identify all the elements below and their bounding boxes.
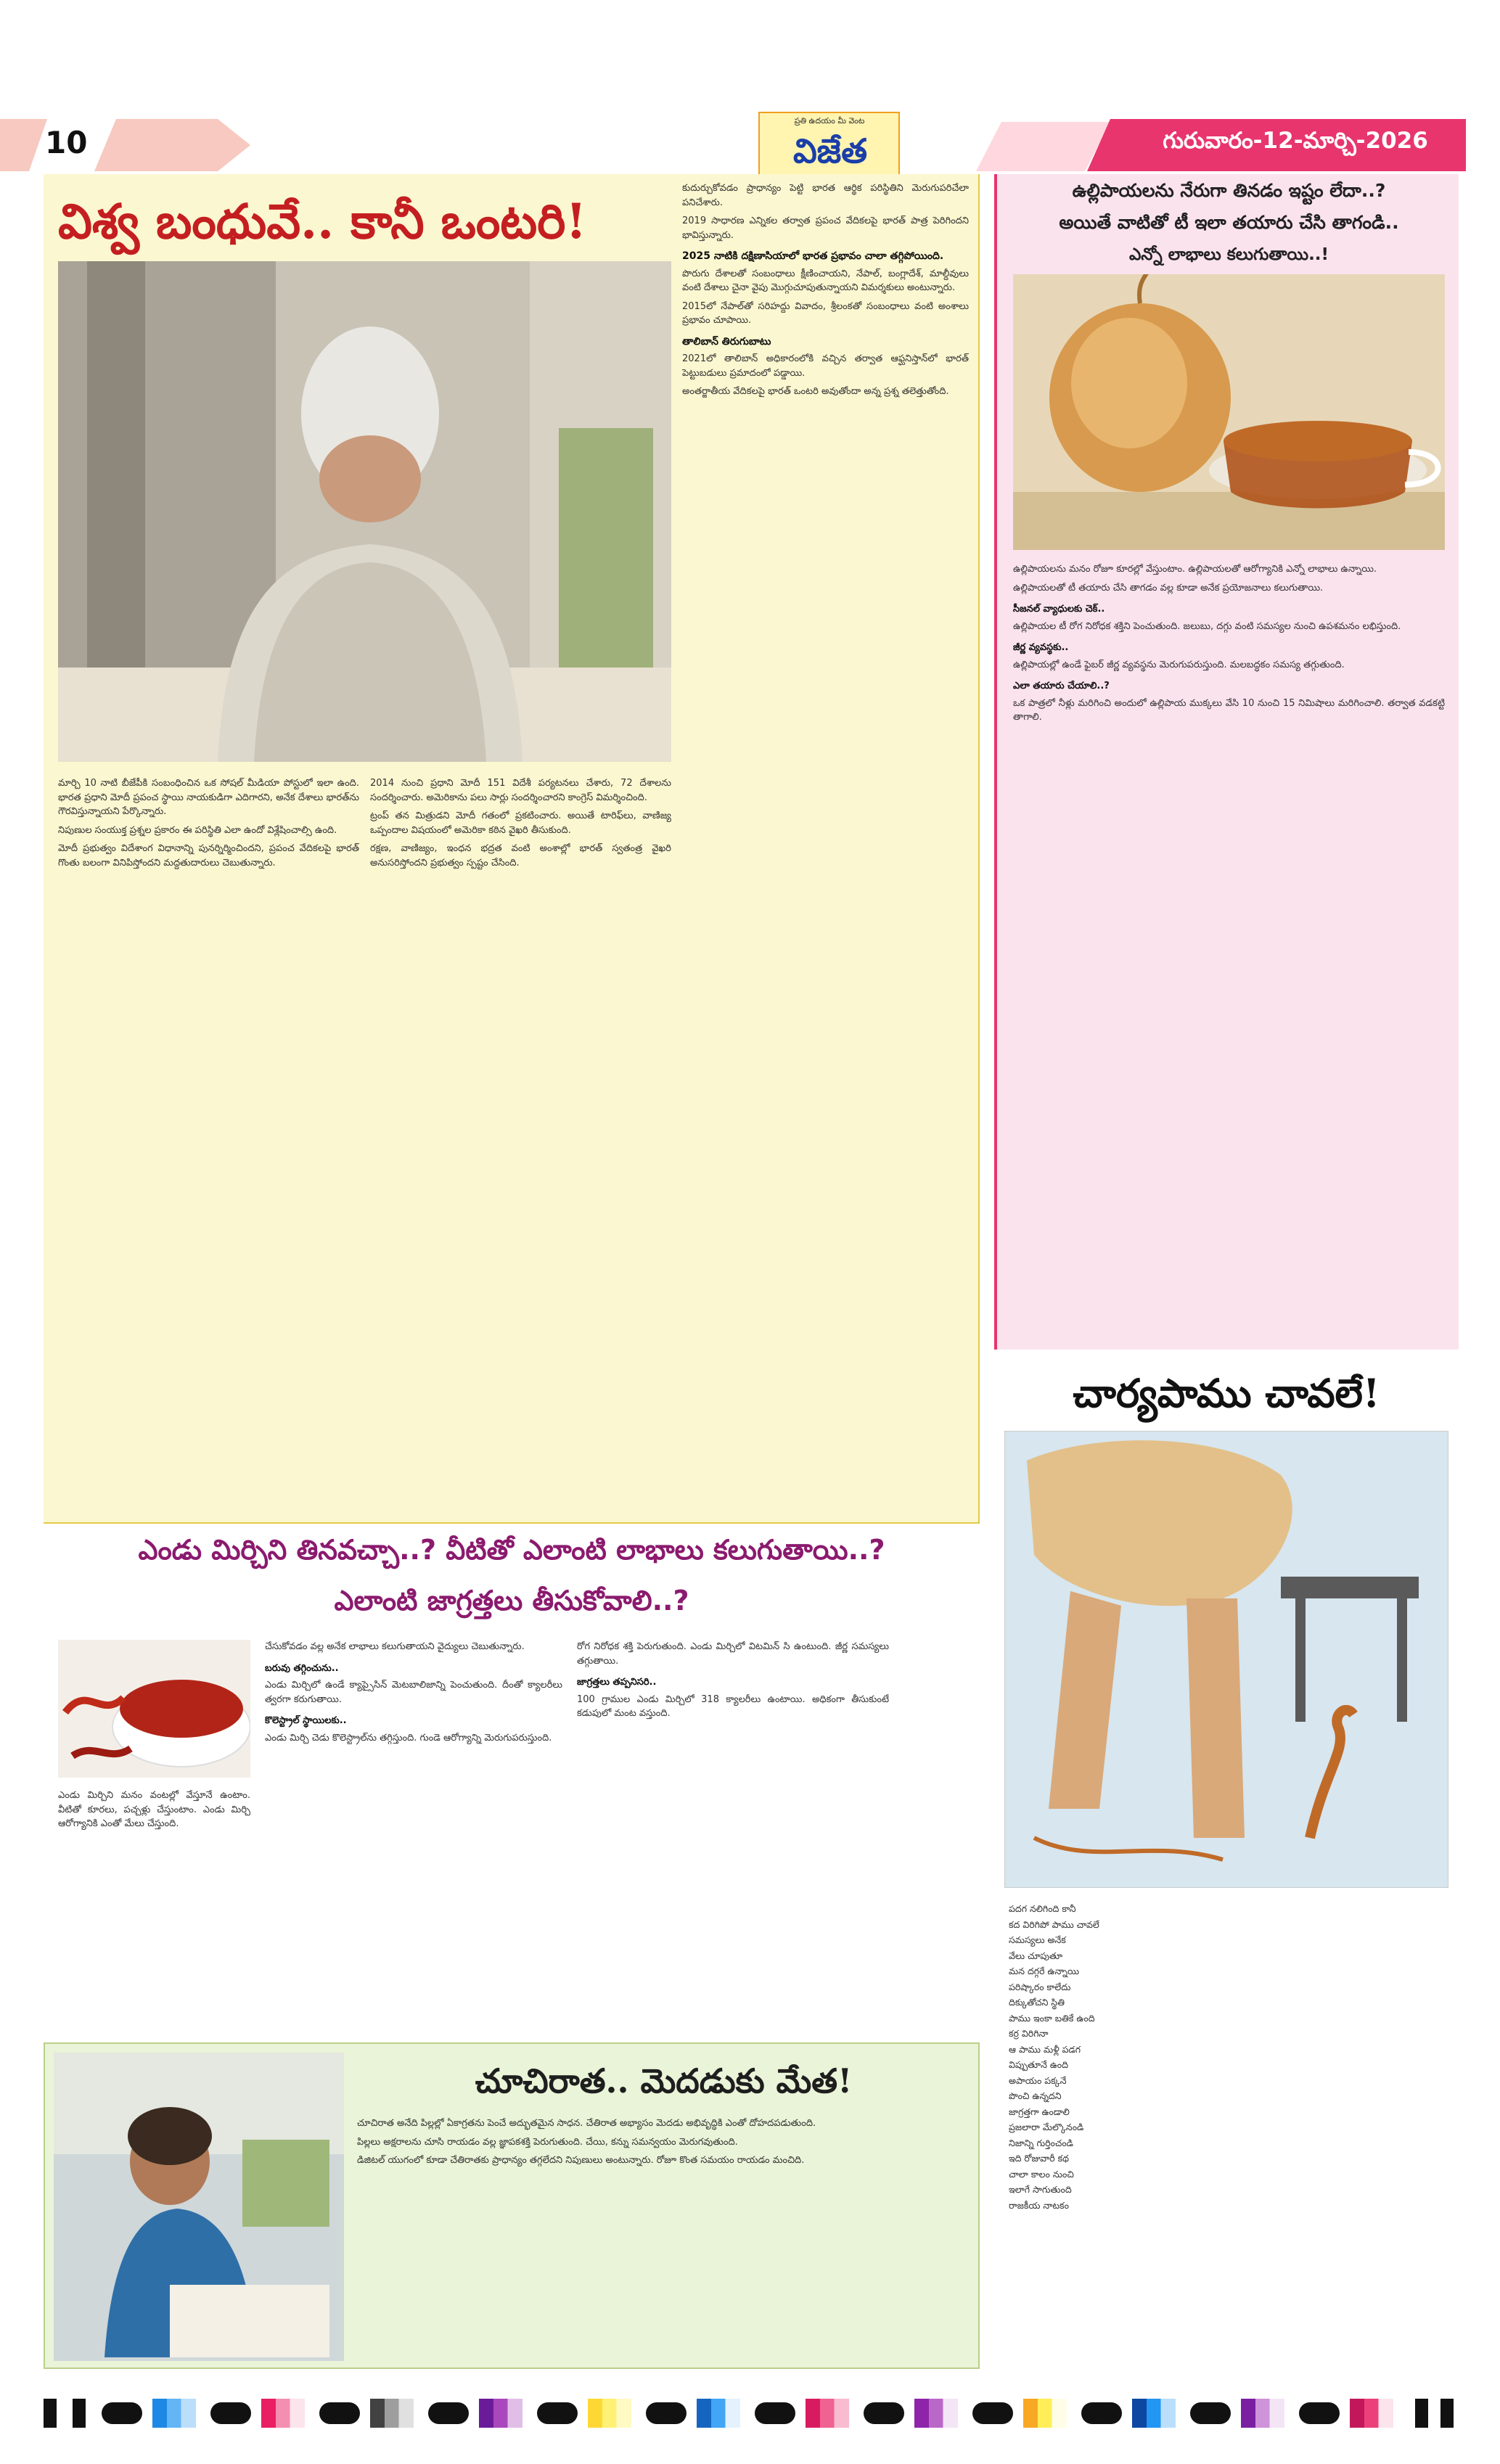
reading-para: చూచిరాత అనేది పిల్లల్లో ఏకాగ్రతను పెంచే అద్భుతమైన సాధన. చేతిరాత అభ్యాసం మెదడు అభివృద్ధికి ఎంతో దోహదపడుతుంది. <box>357 2118 816 2129</box>
lead-col3-subhead-2: తాలిబాన్ తిరుగుబాటు <box>682 335 771 348</box>
poem-line: పదగ నలిగింది కానీ <box>1009 1903 1076 1914</box>
poem-line: ఇది రోజువారీ కథ <box>1009 2153 1069 2164</box>
poem-line: పాము ఇంకా బతికే ఉంది <box>1009 2012 1095 2024</box>
lead-col3-para: కుదుర్చుకోవడం ప్రాధాన్యం పెట్టి భారత ఆర్థిక పరిస్థితిని మెరుగుపరిచేలా పనిచేశారు. <box>682 183 969 208</box>
poem-line: ప్రజలారా మేల్కొనండి <box>1009 2122 1084 2132</box>
reg-oval <box>210 2402 251 2424</box>
chilli-column-3 <box>577 1640 889 2028</box>
reg-strip <box>697 2399 740 2428</box>
leader-photo <box>58 261 671 762</box>
color-registration-bar <box>44 2399 1459 2428</box>
reg-strip <box>152 2399 196 2428</box>
onion-body <box>1013 562 1445 1339</box>
reg-oval <box>972 2402 1013 2424</box>
lead-col1-para: నిపుణుల సంయుక్త ప్రశ్నల ప్రకారం ఈ పరిస్థితి ఎలా ఉందో విశ్లేషించాల్సి ఉంది. <box>58 824 337 836</box>
reg-strip <box>914 2399 958 2428</box>
chilli-photo <box>58 1640 250 1778</box>
reg-strip <box>806 2399 849 2428</box>
poem-line: అపాయం పక్కనే <box>1009 2074 1067 2086</box>
reg-strip <box>479 2399 522 2428</box>
page-number: 10 <box>45 125 88 160</box>
leader-back-illustration <box>58 261 671 762</box>
cartoon-poem <box>1009 1901 1284 2365</box>
chilli-story <box>44 1531 980 2032</box>
onion-subhead-1: సీజనల్ వ్యాధులకు చెక్.. <box>1013 604 1105 615</box>
onion-tea-illustration <box>1013 274 1445 550</box>
chilli-para: ఎండు మిర్చిలో ఉండే క్యాప్సైసిన్ మెటబాలిజాన్ని పెంచుతుంది. దీంతో క్యాలరీలు త్వరగా కరుగుతాయి. <box>265 1680 562 1705</box>
reading-para: పిల్లలు అక్షరాలను చూసి రాయడం వల్ల జ్ఞాపకశక్తి పెరుగుతుంది. చేయి, కన్ను సమన్వయం మెరుగవుతుంది. <box>357 2136 738 2148</box>
poem-line: పరిష్కారం కాలేదు <box>1009 1981 1071 1992</box>
chilli-headline-1: ఎండు మిర్చిని తినవచ్చా..? వీటితో ఎలాంటి లాభాలు కలుగుతాయి..? <box>138 1534 885 1566</box>
reading-headline: చూచిరాత.. మెదడుకు మేత! <box>475 2061 853 2100</box>
reading-body <box>357 2116 970 2360</box>
onion-tea-story <box>994 174 1459 1350</box>
poem-line: మన దగ్గరే ఉన్నాయి <box>1009 1966 1080 1976</box>
lead-col3-subhead: 2025 నాటికి దక్షిణాసియాలో భారత ప్రభావం చాలా తగ్గిపోయింది. <box>682 250 944 262</box>
reg-oval <box>1081 2402 1122 2424</box>
poem-line: ఆ పాము మళ్లీ పడగ <box>1009 2043 1081 2055</box>
logo-text: విజేత <box>792 131 868 171</box>
reg-strip <box>1023 2399 1067 2428</box>
onion-headline-1: ఉల్లిపాయలను నేరుగా తినడం ఇష్టం లేదా..? <box>1072 180 1386 201</box>
onion-headline-3: ఎన్నో లాభాలు కలుగుతాయి..! <box>1128 245 1329 264</box>
reg-strip <box>261 2399 305 2428</box>
lead-col3-para: అంతర్జాతీయ వేదికలపై భారత్ ఒంటరి అవుతోందా అన్న ప్రశ్న తలెత్తుతోంది. <box>682 386 949 397</box>
onion-para: ఉల్లిపాయలను మనం రోజూ కూరల్లో వేస్తుంటాం. ఉల్లిపాయలతో ఆరోగ్యానికి ఎన్నో లాభాలు ఉన్నాయి. <box>1013 564 1377 575</box>
onion-para: ఉల్లిపాయలతో టీ తయారు చేసి తాగడం వల్ల కూడా అనేక ప్రయోజనాలు కలుగుతాయి. <box>1013 582 1324 594</box>
reg-block <box>44 2399 57 2428</box>
reg-strip <box>588 2399 631 2428</box>
lead-story <box>44 174 980 1524</box>
logo <box>758 112 900 181</box>
reading-photo <box>54 2053 344 2361</box>
poem-line: సమస్యలు అనేక <box>1009 1934 1066 1945</box>
chilli-column-1 <box>58 1789 250 2028</box>
reading-child-illustration <box>54 2053 344 2361</box>
chilli-para: ఎండు మిర్చిని మనం వంటల్లో వేస్తూనే ఉంటాం. వీటితో కూరలు, పచ్చళ్లు చేస్తుంటాం. ఎండు మిర్చి ఆరోగ్యానికి ఎంతో మేలు చేస్తుంది. <box>58 1790 250 1829</box>
reg-oval <box>102 2402 142 2424</box>
chilli-para: చేసుకోవడం వల్ల అనేక లాభాలు కలుగుతాయని వైద్యులు చెబుతున్నారు. <box>265 1641 525 1652</box>
chilli-para: 100 గ్రాముల ఎండు మిర్చిలో 318 క్యాలరీలు ఉంటాయి. అధికంగా తీసుకుంటే కడుపులో మంట వస్తుంది. <box>577 1693 889 1719</box>
chilli-column-2 <box>265 1640 562 2028</box>
poem-line: కర్ర విరిగినా <box>1009 2028 1049 2039</box>
lead-column-3 <box>682 181 969 1509</box>
lead-col2-para: రక్షణ, వాణిజ్యం, ఇంధన భద్రత వంటి అంశాల్లో భారత్ స్వతంత్ర వైఖరి అనుసరిస్తోందని ప్రభుత్వం స్పష్టం చేసింది. <box>370 843 671 868</box>
lead-col1-para: మోదీ ప్రభుత్వం విదేశాంగ విధానాన్ని పునర్నిర్మించిందని, ప్రపంచ వేదికలపై భారత్ గొంతు బలంగా వినిపిస్తోందని మద్దతుదారులు చెబుతున్నారు. <box>58 843 359 868</box>
lead-col3-para: పొరుగు దేశాలతో సంబంధాలు క్షీణించాయని, నేపాల్, బంగ్లాదేశ్, మాల్దీవులు వంటి దేశాలు చైనా వైపు మొగ్గుచూపుతున్నాయని విమర్శకులు అంటున్నారు. <box>682 268 969 293</box>
lead-col3-para: 2015లో నేపాల్‌తో సరిహద్దు వివాదం, శ్రీలంకతో సంబంధాలు వంటి అంశాలు ప్రభావం చూపాయి. <box>682 300 969 326</box>
reg-strip <box>1132 2399 1176 2428</box>
onion-headline-2: అయితే వాటితో టీ ఇలా తయారు చేసి తాగండి.. <box>1059 212 1399 233</box>
cartoon-illustration <box>1005 1432 1448 1888</box>
lead-col2-para: ట్రంప్ తన మిత్రుడని మోదీ గతంలో ప్రకటించారు. అయితే టారిఫ్‌లు, వాణిజ్య ఒప్పందాల విషయంలో అమెరికా కఠిన వైఖరి తీసుకుంది. <box>370 810 671 836</box>
poem-line: దిక్కుతోచని స్థితి <box>1009 1997 1065 2008</box>
lead-column-2 <box>370 776 671 1509</box>
lead-col3-para: 2019 సాధారణ ఎన్నికల తర్వాత ప్రపంచ వేదికలపై భారత్ పాత్ర పెరిగిందని భావిస్తున్నారు. <box>682 215 969 241</box>
reading-para: డిజిటల్ యుగంలో కూడా చేతిరాతకు ప్రాధాన్యం తగ్గలేదని నిపుణులు అంటున్నారు. రోజూ కొంత సమయం రాయడం మంచిది. <box>357 2155 805 2166</box>
lead-headline: విశ్వ బంధువే.. కానీ ఒంటరి! <box>58 193 587 250</box>
reg-oval <box>1190 2402 1231 2424</box>
chilli-headline-2: ఎలాంటి జాగ్రత్తలు తీసుకోవాలి..? <box>334 1585 689 1617</box>
poem-line: విప్పుతూనే ఉంది <box>1009 2059 1068 2070</box>
onion-tea-photo <box>1013 274 1445 550</box>
chilli-para: రోగ నిరోధక శక్తి పెరుగుతుంది. ఎండు మిర్చిలో విటమిన్ సి ఉంటుంది. జీర్ణ సమస్యలు తగ్గుతాయి. <box>577 1641 889 1667</box>
chilli-subhead-3: జాగ్రత్తలు తప్పనిసరి.. <box>577 1677 657 1688</box>
onion-subhead-3: ఎలా తయారు చేయాలి..? <box>1013 681 1110 691</box>
reg-block <box>1440 2399 1454 2428</box>
chilli-subhead-1: బరువు తగ్గించును.. <box>265 1662 339 1674</box>
onion-subhead-2: జీర్ణ వ్యవస్థకు.. <box>1013 642 1069 653</box>
poem-line: జాగ్రత్తగా ఉండాలి <box>1009 2106 1070 2117</box>
reg-strip <box>1350 2399 1393 2428</box>
logo-tagline: ప్రతి ఉదయం మీ వెంట <box>794 116 865 126</box>
poem-line: కద విరిగిపో పాము చావలే <box>1009 1918 1099 1930</box>
reg-oval <box>1299 2402 1340 2424</box>
reg-strip <box>1241 2399 1284 2428</box>
chilli-subhead-2: కొలెస్ట్రాల్ స్థాయిలకు.. <box>265 1715 347 1726</box>
reg-oval <box>319 2402 360 2424</box>
poem-line: ఇలాగే సాగుతుంది <box>1009 2184 1072 2195</box>
reg-oval <box>428 2402 469 2424</box>
chilli-para: ఎండు మిర్చి చెడు కొలెస్ట్రాల్‌ను తగ్గిస్తుంది. గుండె ఆరోగ్యాన్ని మెరుగుపరుస్తుంది. <box>265 1732 552 1744</box>
chilli-illustration <box>58 1640 250 1778</box>
poem-line: రాజకీయ నాటకం <box>1009 2199 1069 2211</box>
reg-oval <box>864 2402 904 2424</box>
reg-strip <box>370 2399 414 2428</box>
cartoon-headline: చార్యపాము చావలే! <box>1073 1370 1380 1416</box>
poem-line: చాలా కాలం నుంచి <box>1009 2168 1074 2180</box>
lead-column-1 <box>58 776 359 1509</box>
poem-line: వేలు చూపుతూ <box>1009 1950 1063 1961</box>
onion-para: ఉల్లిపాయల టీ రోగ నిరోధక శక్తిని పెంచుతుంది. జలుబు, దగ్గు వంటి సమస్యల నుంచి ఉపశమనం లభిస్తుంది. <box>1013 620 1401 632</box>
lead-col2-para: 2014 నుంచి ప్రధాని మోదీ 151 విదేశీ పర్యటనలు చేశారు, 72 దేశాలను సందర్శించారు. అమెరికాను పలు సార్లు సందర్శించారని కాంగ్రెస్ విమర్శించింది. <box>370 778 671 803</box>
poem-line: నిజాన్ని గుర్తించండి <box>1009 2137 1073 2148</box>
lead-col1-para: మార్చి 10 నాటి బీజేపీకి సంబంధించిన ఒక సోషల్ మీడియా పోస్టులో ఇలా ఉంది. భారత ప్రధాని మోదీ ప్రపంచ స్థాయి నాయకుడిగా ఎదిగారని, అనేక దేశాలు భారత్‌ను గౌరవిస్తున్నాయని పేర్కొన్నారు. <box>58 778 359 817</box>
reg-oval <box>755 2402 795 2424</box>
reg-block <box>73 2399 86 2428</box>
cartoon-story <box>994 1364 1459 2369</box>
poem-line: పొంచి ఉన్నదని <box>1009 2090 1062 2101</box>
onion-para: ఒక పాత్రలో నీళ్లు మరిగించి అందులో ఉల్లిపాయ ముక్కలు వేసి 10 నుంచి 15 నిమిషాలు మరిగించాలి. తర్వాత వడకట్టి తాగాలి. <box>1013 697 1445 723</box>
reg-block <box>1415 2399 1428 2428</box>
lead-col3-para: 2021లో తాలిబాన్ అధికారంలోకి వచ్చిన తర్వాత ఆఫ్ఘనిస్తాన్‌లో భారత్ పెట్టుబడులు ప్రమాదంలో పడ్డాయి. <box>682 353 969 379</box>
cartoon-drawing <box>1004 1431 1448 1888</box>
date-label: గురువారం-12-మార్చి-2026 <box>1163 128 1428 154</box>
reg-oval <box>537 2402 578 2424</box>
reg-oval <box>646 2402 687 2424</box>
onion-para: ఉల్లిపాయల్లో ఉండే ఫైబర్ జీర్ణ వ్యవస్థను మెరుగుపరుస్తుంది. మలబద్ధకం సమస్య తగ్గుతుంది. <box>1013 659 1345 670</box>
reading-story <box>44 2042 980 2369</box>
